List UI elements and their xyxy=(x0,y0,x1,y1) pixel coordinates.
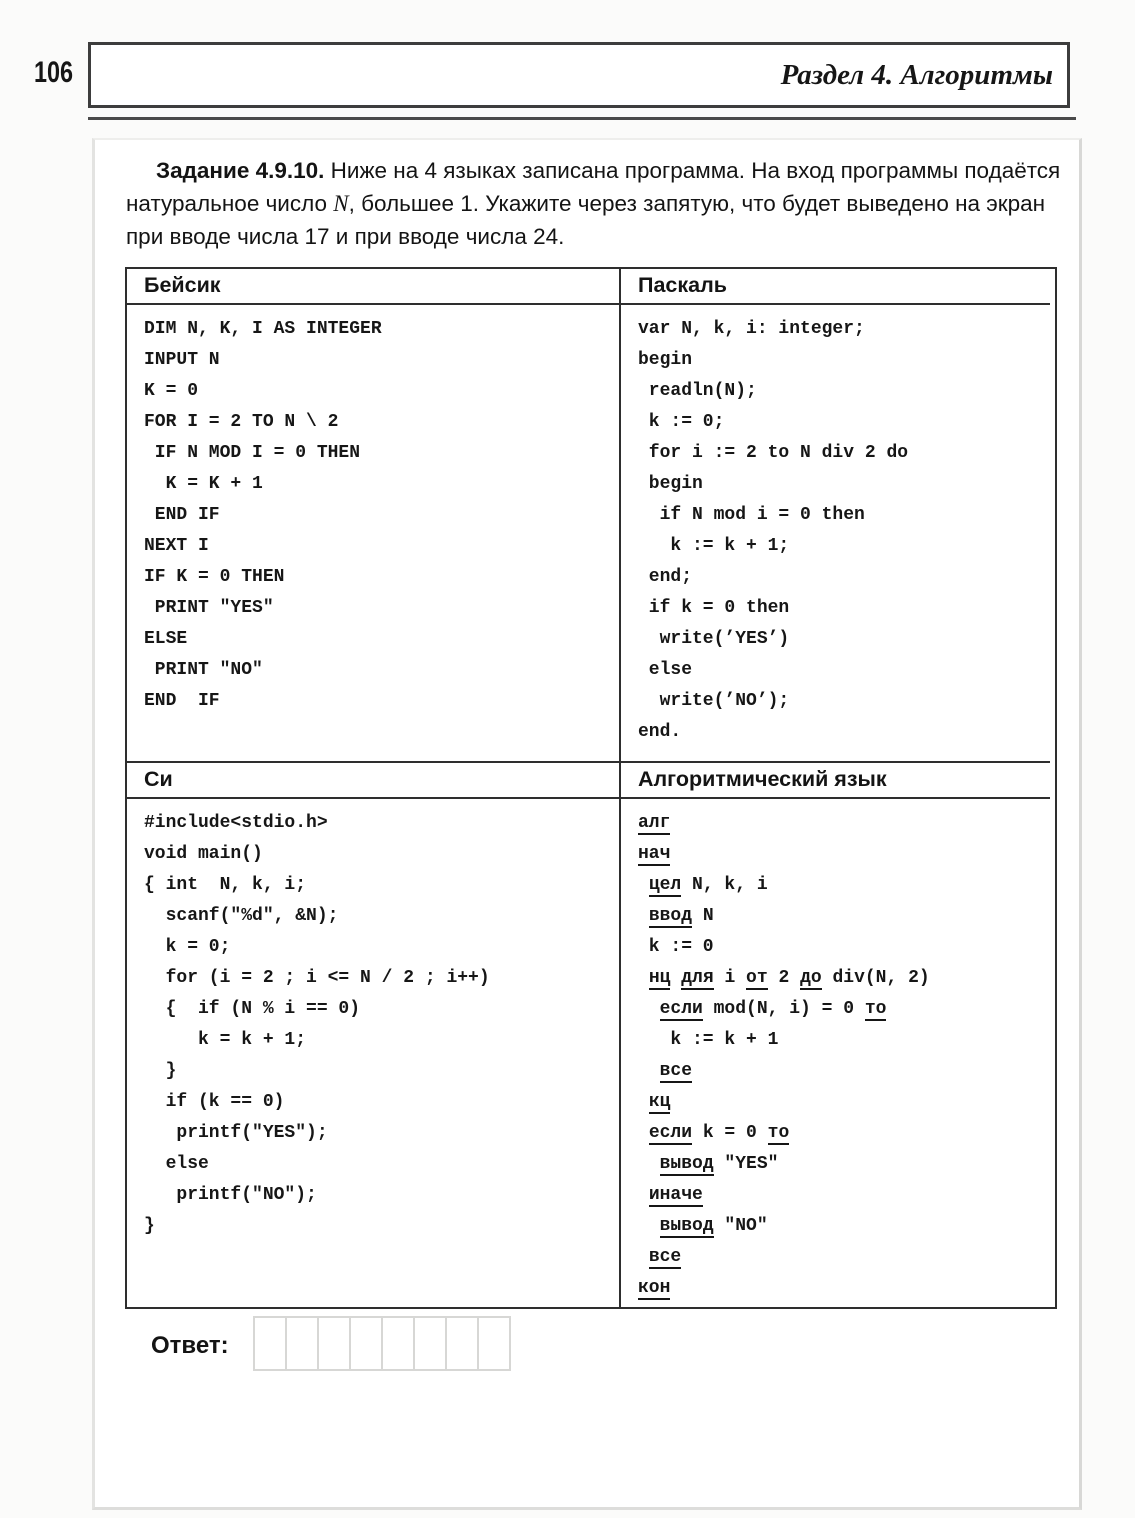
code-line: begin xyxy=(638,474,703,494)
code-line: readln(N); xyxy=(638,381,757,401)
answer-cell xyxy=(317,1316,351,1371)
answer-label: Ответ: xyxy=(151,1332,229,1359)
code-line: если mod(N, i) = 0 то xyxy=(659,999,887,1019)
code-line: DIM N, K, I AS INTEGER xyxy=(144,319,382,339)
code-line: IF N MOD I = 0 THEN xyxy=(144,443,361,463)
answer-cell xyxy=(381,1316,415,1371)
code-line: вывод "NO" xyxy=(659,1216,768,1236)
column-header-algorithmic: Алгоритмический язык xyxy=(619,761,1050,799)
code-line: end; xyxy=(638,567,693,587)
code-line: for (i = 2 ; i <= N / 2 ; i++) xyxy=(144,968,490,988)
code-line: END IF xyxy=(144,691,220,711)
section-header xyxy=(88,42,1070,108)
code-line: k := 0 xyxy=(638,937,714,957)
code-table xyxy=(125,267,1057,1309)
code-line: цел N, k, i xyxy=(648,875,768,895)
code-line: k = k + 1; xyxy=(144,1030,307,1050)
code-line: { int N, k, i; xyxy=(144,875,307,895)
code-line: if N mod i = 0 then xyxy=(638,505,865,525)
code-basic xyxy=(127,305,619,761)
code-line: k := k + 1; xyxy=(638,536,790,556)
code-line: все xyxy=(648,1247,682,1267)
code-line: все xyxy=(659,1061,693,1081)
column-header-c: Си xyxy=(127,761,619,799)
code-pascal xyxy=(619,305,1050,761)
code-line: нач xyxy=(638,844,671,864)
code-c xyxy=(127,799,619,1307)
code-line: ELSE xyxy=(144,629,188,649)
code-line: else xyxy=(144,1154,209,1174)
code-line: for i := 2 to N div 2 do xyxy=(638,443,909,463)
code-line: END IF xyxy=(144,505,220,525)
answer-cell xyxy=(445,1316,479,1371)
code-line: } xyxy=(144,1061,177,1081)
answer-cell xyxy=(413,1316,447,1371)
section-title: Раздел 4. Алгоритмы xyxy=(780,58,1053,91)
code-line: k := k + 1 xyxy=(638,1030,779,1050)
header-underline-rule xyxy=(88,117,1076,120)
code-line: if (k == 0) xyxy=(144,1092,285,1112)
column-header-basic: Бейсик xyxy=(127,269,619,305)
code-line: end. xyxy=(638,722,682,742)
code-line: write(’NO’); xyxy=(638,691,790,711)
page-number: 106 xyxy=(34,56,74,89)
code-line: INPUT N xyxy=(144,350,220,370)
code-line: нц для i от 2 до div(N, 2) xyxy=(648,968,930,988)
answer-cell xyxy=(285,1316,319,1371)
code-line: IF K = 0 THEN xyxy=(144,567,285,587)
code-line: PRINT "NO" xyxy=(144,660,263,680)
code-line: } xyxy=(144,1216,155,1236)
code-line: #include<stdio.h> xyxy=(144,813,328,833)
code-line: scanf("%d", &N); xyxy=(144,906,339,926)
code-line: кон xyxy=(638,1278,671,1298)
code-line: PRINT "YES" xyxy=(144,598,274,618)
code-line: write(’YES’) xyxy=(638,629,790,649)
code-line: иначе xyxy=(648,1185,703,1205)
code-line: если k = 0 то xyxy=(648,1123,790,1143)
code-line: k := 0; xyxy=(638,412,725,432)
answer-cell xyxy=(253,1316,287,1371)
code-line: printf("NO"); xyxy=(144,1185,317,1205)
code-line: вывод "YES" xyxy=(659,1154,779,1174)
column-header-pascal: Паскаль xyxy=(619,269,1050,305)
code-line: K = K + 1 xyxy=(144,474,263,494)
code-line: k = 0; xyxy=(144,937,231,957)
answer-cell xyxy=(349,1316,383,1371)
task-variable-n: N xyxy=(333,191,349,216)
answer-cell xyxy=(477,1316,511,1371)
code-line: void main() xyxy=(144,844,263,864)
task-text: Ниже на 4 языках записана программа. На вход программы подаётся натуральное число xyxy=(126,158,1061,216)
code-line: else xyxy=(638,660,693,680)
task-statement xyxy=(126,154,1070,253)
code-line: NEXT I xyxy=(144,536,209,556)
code-line: алг xyxy=(638,813,671,833)
task-text-continued: , большее 1. Укажите через запятую, что будет выведено на экран при вводе числа 17 и при вводе числа 24. xyxy=(126,191,1046,249)
task-label: Задание 4.9.10. xyxy=(156,158,325,183)
scanned-content-area xyxy=(92,138,1082,1510)
code-line: printf("YES"); xyxy=(144,1123,328,1143)
code-line: K = 0 xyxy=(144,381,199,401)
code-line: { if (N % i == 0) xyxy=(144,999,361,1019)
code-line: кц xyxy=(648,1092,671,1112)
code-line: if k = 0 then xyxy=(638,598,790,618)
code-line: var N, k, i: integer; xyxy=(638,319,865,339)
code-line: FOR I = 2 TO N \ 2 xyxy=(144,412,339,432)
code-algorithmic xyxy=(619,799,1050,1307)
answer-grid xyxy=(253,1316,511,1371)
code-line: ввод N xyxy=(648,906,714,926)
code-line: begin xyxy=(638,350,693,370)
